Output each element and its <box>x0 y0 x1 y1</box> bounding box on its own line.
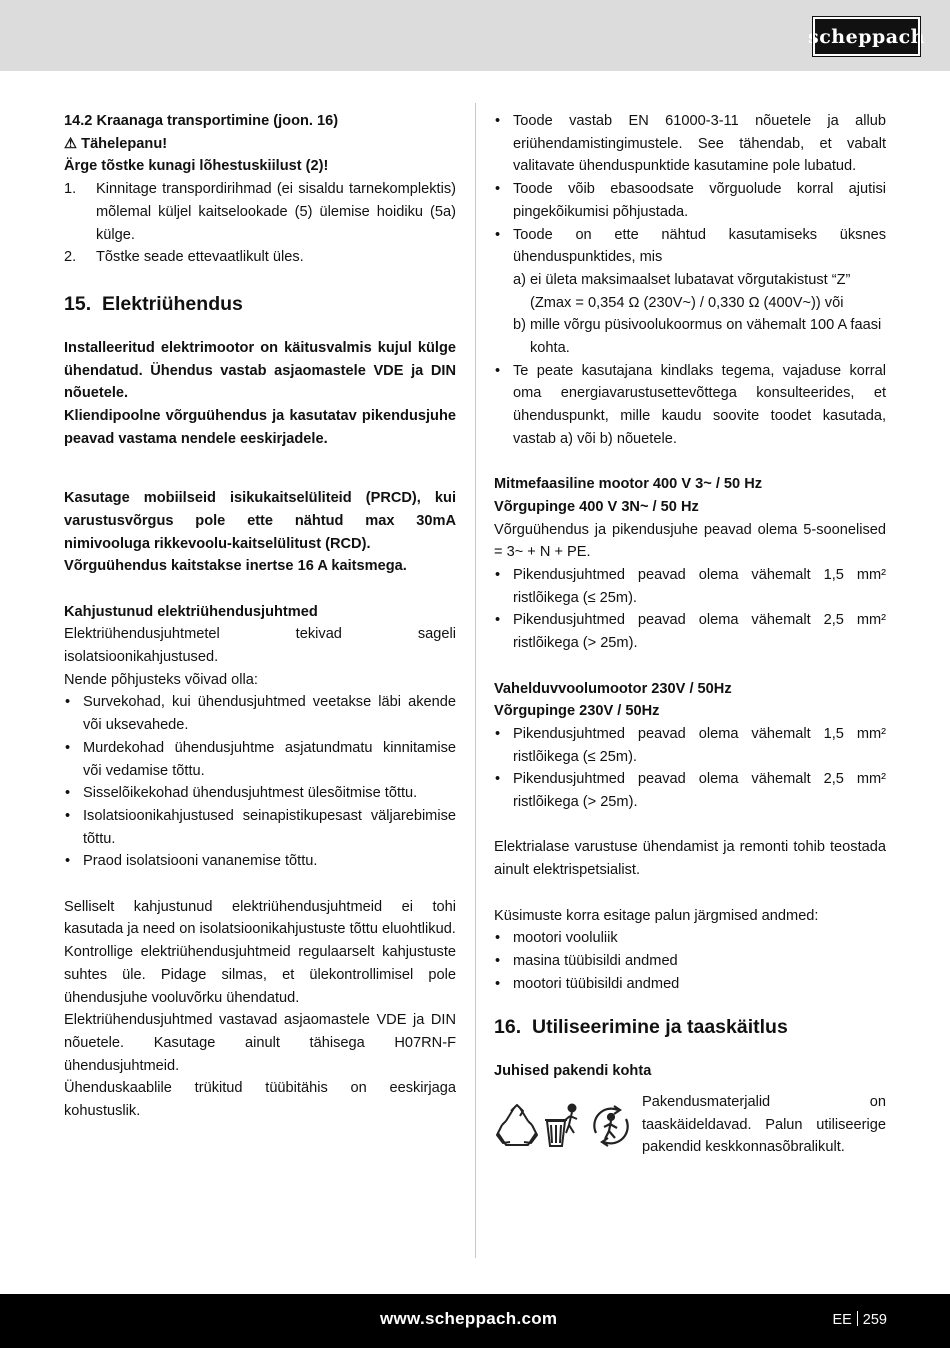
list-item: a) ei ületa maksimaalset lubatavat võrgutakistust “Z” (Zmax = 0,354 Ω (230V~) / 0,330 Ω (400V~)) või <box>513 271 851 311</box>
disposal-icons <box>494 1103 642 1149</box>
s15-paragraph-2: Kliendipoolne võrguühendus ja kasutatav pikendusjuhe peavad vastama nendele eeskirjadele. <box>64 408 456 447</box>
list-item: 2. Tõstke seade ettevaatlikult üles. <box>64 249 304 266</box>
trash-bin-icon <box>544 1103 584 1149</box>
page-separator <box>857 1311 858 1326</box>
warning-icon: ⚠ <box>64 135 78 152</box>
recycling-icon <box>494 1103 540 1149</box>
s15-paragraph-1: Installeeritud elektrimootor on käitusvalmis kujul külge ühendatud. Ühendus vastab asjaomastele VDE ja DIN nõuetele. <box>64 339 456 402</box>
list-item: • Survekohad, kui ühendusjuhtmed veetakse läbi akende või uksevahede. <box>65 694 456 734</box>
list-item: • Toode vastab EN 61000-3-11 nõuetele ja allub eriühendamistingimustele. See tähendab, et vabalt valitavate ühenduspunktide kasutamine pole lubatud. <box>495 113 886 175</box>
warning-label: Tähelepanu! <box>81 135 168 152</box>
top-bar <box>0 0 950 71</box>
damaged-cables-title: Kahjustunud elektriühendusjuhtmed <box>64 603 318 620</box>
questions-intro: Küsimuste korra esitage palun järgmised andmed: <box>494 907 819 924</box>
condition-list <box>513 269 886 360</box>
closing-paragraph-3: Elektriühendusjuhtmed vastavad asjaomastele VDE ja DIN nõuetele. Kasutage ainult tähisega H07RN-F ühendusjuhtmeid. <box>64 1012 456 1074</box>
recycle-arrows-icon <box>588 1103 634 1149</box>
website-link[interactable]: www.scheppach.com <box>380 1309 558 1328</box>
brand-logo: scheppach <box>813 17 920 56</box>
list-item: • Murdekohad ühendusjuhtme asjatundmatu kinnitamise või vedamise tõttu. <box>65 739 456 779</box>
section-15-heading: 15. Elektriühendus <box>64 292 243 315</box>
list-item: • Toode on ette nähtud kasutamiseks üksnes ühenduspunktides, mis <box>495 226 886 266</box>
closing-paragraph-1: Selliselt kahjustunud elektriühendusjuhtmeid ei tohi kasutada ja need on isolatsioonikahjustuste tõttu eluohtlikud. <box>64 898 456 938</box>
packaging-title: Juhised pakendi kohta <box>494 1063 652 1080</box>
three-phase-text: Võrguühendus ja pikendusjuhe peavad olema 5-soonelised = 3~ + N + PE. <box>494 521 886 561</box>
list-item: 1. Kinnitage transpordirihmad (ei sisaldu tarnekomplektis) mõlemal küljel kaitselookade (5) ülemise hoidiku (5a) külge. <box>64 181 456 243</box>
damaged-causes-list <box>64 691 456 873</box>
list-item: • Pikendusjuhtmed peavad olema vähemalt 2,5 mm² ristlõikega (> 25m). <box>495 612 886 652</box>
packaging-text: Pakendusmaterjalid on taaskäideldavad. Palun utiliseerige pakendid keskkonnasõbralikult. <box>642 1094 886 1156</box>
packaging-block <box>494 1091 886 1159</box>
list-item: • Pikendusjuhtmed peavad olema vähemalt 1,5 mm² ristlõikega (≤ 25m). <box>495 725 886 765</box>
list-item: • Pikendusjuhtmed peavad olema vähemalt 1,5 mm² ristlõikega (≤ 25m). <box>495 567 886 606</box>
damaged-causes-intro: Nende põhjusteks võivad olla: <box>64 671 258 688</box>
warning-text: Ärge tõstke kunagi lõhestuskiilust (2)! <box>64 158 329 175</box>
list-item: • mootori tüübisildi andmed <box>495 975 680 992</box>
warning-line <box>64 133 456 156</box>
three-phase-list <box>494 564 886 655</box>
list-item: • Isolatsioonikahjustused seinapistikupesast väljarebimise tõttu. <box>65 807 456 847</box>
damaged-intro: Elektriühendusjuhtmetel tekivad sageli isolatsioonikahjustused. <box>64 626 456 666</box>
list-item: • Sisselõikekohad ühendusjuhtmest ülesõitmise tõttu. <box>65 785 418 802</box>
questions-list <box>494 927 886 995</box>
crane-steps <box>64 178 456 269</box>
ac-motor-title: Vahelduvvoolumootor 230V / 50Hz <box>494 680 732 697</box>
closing-paragraph-2: Kontrollige elektriühendusjuhtmeid regulaarselt kahjustuste suhtes üle. Pidage silmas, et ülekontrollimisel pole ühendusjuhe vooluvõrku ühendatud. <box>64 944 456 1006</box>
list-item: • mootori vooluliik <box>495 930 618 947</box>
left-column <box>64 110 456 1123</box>
s15-paragraph-3: Kasutage mobiilseid isikukaitselüliteid (PRCD), kui varustusvõrgus pole ette nähtud max 30mA nimivooluga rikkevoolu-kaitselülitust (RCD). <box>64 490 456 552</box>
list-item: • Praod isolatsiooni vananemise tõttu. <box>65 853 318 870</box>
closing-paragraph-4: Ühenduskaablile trükitud tüübitähis on eeskirjaga kohustuslik. <box>64 1080 456 1120</box>
ac-motor-list <box>494 723 886 814</box>
list-item: • Pikendusjuhtmed peavad olema vähemalt 2,5 mm² ristlõikega (> 25m). <box>495 771 886 811</box>
right-column <box>494 110 886 1159</box>
s15-paragraph-4: Võrguühendus kaitstakse inertse 16 A kaitsmega. <box>64 558 407 575</box>
section-16-heading: 16. Utiliseerimine ja taaskäitlus <box>494 1016 788 1039</box>
three-phase-voltage: Võrgupinge 400 V 3N~ / 50 Hz <box>494 498 699 515</box>
section-14-2-title: 14.2 Kraanaga transportimine (joon. 16) <box>64 113 339 129</box>
list-item: b) mille võrgu püsivoolukoormus on vähemalt 100 A faasi kohta. <box>513 317 882 357</box>
ac-motor-voltage: Võrgupinge 230V / 50Hz <box>494 703 660 720</box>
conformity-list <box>494 110 886 269</box>
list-item: • masina tüübisildi andmed <box>495 952 678 969</box>
list-item: • Te peate kasutajana kindlaks tegema, vajaduse korral oma energiavarustusettevõttega konsulteerides, et ühenduspunkt, mille kaudu soovite toodet kasutada, vastab a) või b) nõuetele. <box>495 362 886 447</box>
footer-bar <box>0 1294 950 1348</box>
three-phase-title: Mitmefaasiline mootor 400 V 3~ / 50 Hz <box>494 476 763 493</box>
page-info <box>832 1311 887 1328</box>
list-item: • Toode võib ebasoodsate võrguolude korral ajutisi pingekõikumisi põhjustada. <box>495 181 886 220</box>
language-code: EE <box>832 1312 852 1328</box>
page-number: 259 <box>862 1312 887 1328</box>
user-check-list <box>494 360 886 451</box>
column-divider <box>475 103 476 1258</box>
specialist-note: Elektrialase varustuse ühendamist ja remonti tohib teostada ainult elektrispetsialist. <box>494 839 886 879</box>
